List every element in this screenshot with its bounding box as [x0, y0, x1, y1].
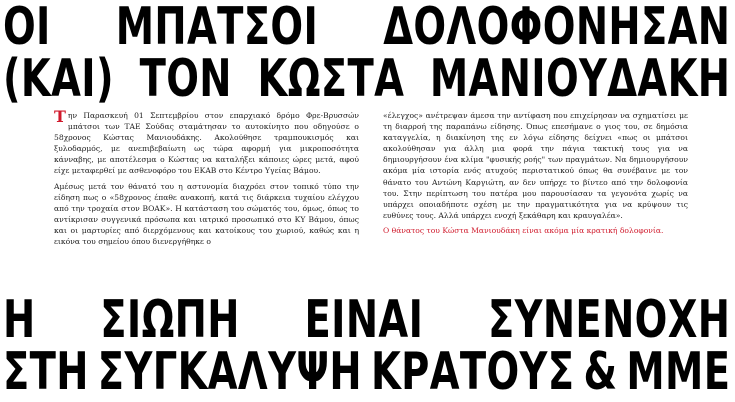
article-column-right [383, 110, 688, 290]
drop-cap: Τ [54, 107, 66, 126]
headline-word: ΟΙ [2, 0, 51, 57]
footer-headline-line-1 [0, 290, 735, 350]
headline-word: (ΚΑΙ) [2, 49, 114, 109]
headline-word: ΚΩΣΤΑ [257, 49, 405, 109]
footer-headline-line-2 [0, 342, 735, 402]
article-paragraph: Την Παρασκευή 01 Σεπτεμβρίου στον επαρχιακό δρόμο Φρε-Βρυσσών μπάτσοι των ΤΑΕ Σούδας σταμάτησαν το αυτοκίνητο που οδηγούσε ο 58χρονος Κώστας Μανιουδάκης. Ακολούθησε τραμπουκισμός και ξυλοδαρμός, με ανεπιβεβαίωτη ως τώρα αφορμή για μικροποσότητα κάνναβης, με αποτέλεσμα ο Κώστας να καταλήξει κάποιες ώρες μετά, αφού είχε μεταφερθεί με ασθενοφόρο του ΕΚΑΒ στο Κέντρο Υγείας Βάμου. [54, 107, 359, 176]
headline-word: ΔΟΛΟΦΟΝΗΣΑΝ [383, 0, 731, 57]
headline-word: ΜΑΝΙΟΥΔΑΚΗ [429, 49, 731, 109]
article-body [54, 107, 688, 290]
headline-line-1 [0, 0, 735, 57]
headline-word: ΚΡΑΤΟΥΣ [370, 342, 575, 402]
article-paragraph: «έλεγχος» ανέτρεψαν άμεσα την αντίφαση που επιχείρησαν να σχηματίσει με τη διαρροή της παραπάνω είδησης. Όπως επεσήμανε ο γιος του, σε δημόσια καταγγελία, η διακίνηση της εν λόγω είδησης δείχνει «πως οι μπάτσοι ακολούθησαν για άλλη μια φορά την πάγια τακτική τους για να δημιουργήσουν ένα κλίμα "φυσικής ροής" των πραγμάτων. Να δημιουργήσουν ακόμα μία ιστορία ενός ατυχούς περιστατικού όπως θα συνέβαινε με τον θάνατο του Αντώνη Καργιώτη, αν δεν υπήρχε το βίντεο από την δολοφονία του. Στην περίπτωση του πατέρα μου παρουσίασαν τα γεγονότα χωρίς να υπάρχει οποιαδήποτε σχέση με την πραγματικότητα για να κρύψουν τις ευθύνες τους. Αλλά υπάρχει ενοχή ξεκάθαρη και κραυγαλέα». [383, 111, 688, 220]
headline-word: ΣΙΩΠΗ [100, 290, 240, 350]
article-conclusion: Ο θάνατος του Κώστα Μανιουδάκη είναι ακόμα μία κρατική δολοφονία. [383, 225, 664, 235]
headline-line-2 [0, 49, 735, 109]
article-paragraph: Αμέσως μετά τον θάνατό του η αστυνομία διαχρόει στον τοπικό τύπο την είδηση πως ο «58χρονος έπαθε ανακοπή, κατά τις διάρκεια τυχαίου ελέγχου από την τροχαία στον ΒΟΑΚ». Η κατάσταση του σώματός του, όμως, όπως το αντίκρισαν συγγενικά πρόσωπα και ιατρικό προσωπικό στο ΚΥ Βάμου, όπως και οι μαρτυρίες από διερχόμενους και κατοίκους του χωριού, καθώς και η εικόνα του σημείου όπου διενεργήθηκε ο [54, 181, 359, 247]
article-column-left [54, 107, 359, 290]
headline-word: ΕΙΝΑΙ [304, 290, 424, 350]
headline-word: ΜΜΕ [626, 342, 731, 402]
headline-word: ΤΟΝ [139, 49, 232, 109]
headline-word: ΣΥΓΚΑΛΥΨΗ [97, 342, 362, 402]
headline-word: ΣΥΝΕΝΟΧΗ [487, 290, 731, 350]
headline-word: & [583, 342, 618, 402]
headline-word: ΣΤΗ [2, 342, 89, 402]
headline-word: ΜΠΑΤΣΟΙ [115, 0, 319, 57]
headline-word: Η [2, 290, 36, 350]
